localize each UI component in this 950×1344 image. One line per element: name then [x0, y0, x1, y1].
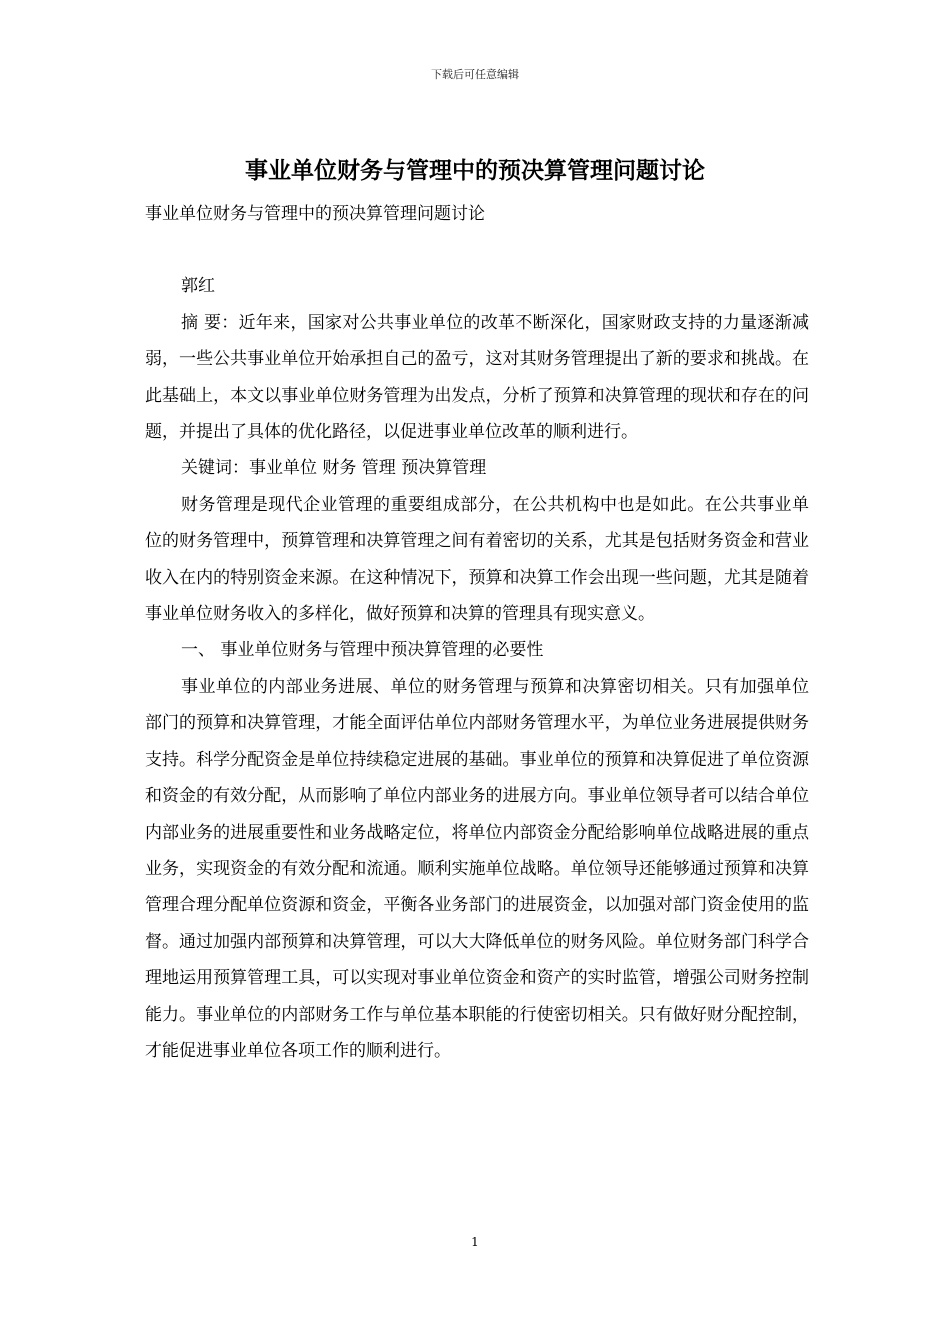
- document-body: [145, 196, 809, 1069]
- subtitle: 事业单位财务与管理中的预决算管理问题讨论: [145, 204, 485, 224]
- page-number: 1: [471, 1235, 479, 1249]
- section-paragraph: 事业单位的内部业务进展、单位的财务管理与预算和决算密切相关。只有加强单位部门的预算和决算管理，才能全面评估单位内部财务管理水平，为单位业务进展提供财务支持。科学分配资金是单位持续稳定进展的基础。事业单位的预算和决算促进了单位资源和资金的有效分配，从而影响了单位内部业务的进展方向。事业单位领导者可以结合单位内部业务的进展重要性和业务战略定位，将单位内部资金分配给影响单位战略进展的重点业务，实现资金的有效分配和流通。顺利实施单位战略。单位领导还能够通过预算和决算管理合理分配单位资源和资金，平衡各业务部门的进展资金，以加强对部门资金使用的监督。通过加强内部预算和决算管理，可以大大降低单位的财务风险。单位财务部门科学合理地运用预算管理工具，可以实现对事业单位资金和资产的实时监管，增强公司财务控制能力。事业单位的内部财务工作与单位基本职能的行使密切相关。只有做好财分配控制，才能促进事业单位各项工作的顺利进行。: [145, 676, 809, 1061]
- document-title: 事业单位财务与管理中的预决算管理问题讨论: [245, 157, 705, 184]
- keywords: 关键词：事业单位 财务 管理 预决算管理: [181, 458, 487, 479]
- author: 郭红: [181, 276, 215, 297]
- abstract-paragraph: 摘 要：近年来，国家对公共事业单位的改革不断深化，国家财政支持的力量逐渐减弱，一些公共事业单位开始承担自己的盈亏，这对其财务管理提出了新的要求和挑战。在此基础上，本文以事业单位财务管理为出发点，分析了预算和决算管理的现状和存在的问题，并提出了具体的优化路径，以促进事业单位改革的顺利进行。: [145, 312, 809, 443]
- intro-paragraph: 财务管理是现代企业管理的重要组成部分，在公共机构中也是如此。在公共事业单位的财务管理中，预算管理和决算管理之间有着密切的关系，尤其是包括财务资金和营业收入在内的特别资金来源。在这种情况下，预算和决算工作会出现一些问题，尤其是随着事业单位财务收入的多样化，做好预算和决算的管理具有现实意义。: [145, 494, 809, 625]
- spacer: [145, 232, 809, 268]
- section-heading: 一、 事业单位财务与管理中预决算管理的必要性: [181, 640, 544, 661]
- header-note: 下载后可任意编辑: [431, 68, 519, 81]
